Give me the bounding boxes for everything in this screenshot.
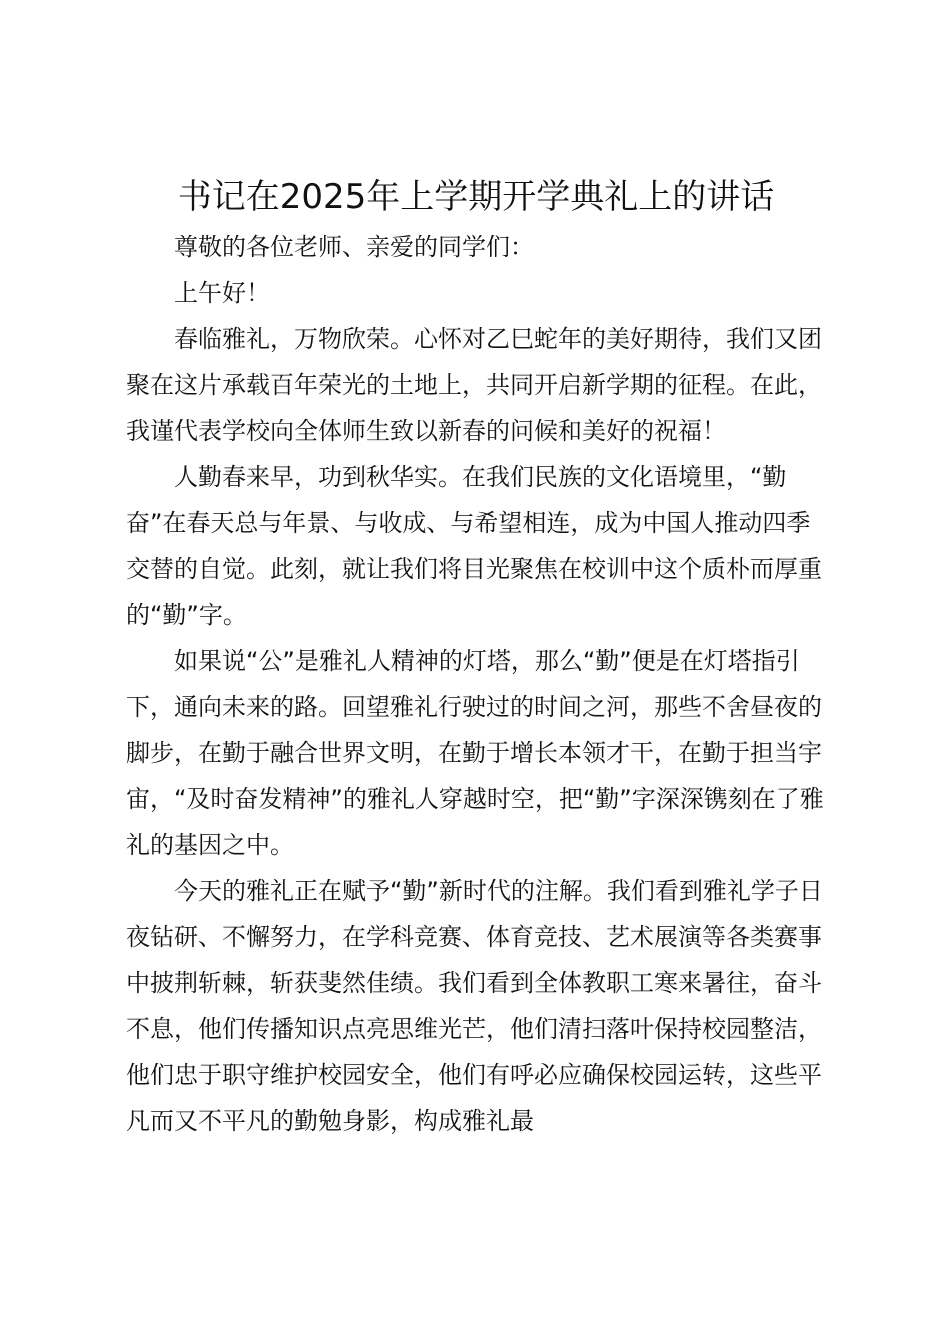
greeting: 上午好！ [174,279,270,307]
paragraph-diligence: 人勤春来早，功到秋华实。在我们民族的文化语境里，“勤奋”在春天总与年景、与收成、与希望相连，成为中国人推动四季交替的自觉。此刻，就让我们将目光聚焦在校训中这个质朴而厚重的“勤”字。 [126,463,822,629]
paragraph-lighthouse: 如果说“公”是雅礼人精神的灯塔，那么“勤”便是在灯塔指引下，通向未来的路。回望雅礼行驶过的时间之河，那些不舍昼夜的脚步，在勤于融合世界文明，在勤于增长本领才干，在勤于担当宇宙，“及时奋发精神”的雅礼人穿越时空，把“勤”字深深镌刻在了雅礼的基因之中。 [126,647,824,859]
document-body [126,224,826,1144]
document-title: 书记在2025年上学期开学典礼上的讲话 [177,177,775,217]
paragraph-opening: 春临雅礼，万物欣荣。心怀对乙巳蛇年的美好期待，我们又团聚在这片承载百年荣光的土地上，共同开启新学期的征程。在此，我谨代表学校向全体师生致以新春的问候和美好的祝福！ [126,325,822,445]
salutation: 尊敬的各位老师、亲爱的同学们： [174,233,534,261]
paragraph-new-era: 今天的雅礼正在赋予“勤”新时代的注解。我们看到雅礼学子日夜钻研、不懈努力，在学科竞赛、体育竞技、艺术展演等各类赛事中披荆斩棘，斩获斐然佳绩。我们看到全体教职工寒来暑往，奋斗不息，他们传播知识点亮思维光芒，他们清扫落叶保持校园整洁，他们忠于职守维护校园安全，他们有呼必应确保校园运转，这些平凡而又不平凡的勤勉身影，构成雅礼最 [126,877,823,1135]
